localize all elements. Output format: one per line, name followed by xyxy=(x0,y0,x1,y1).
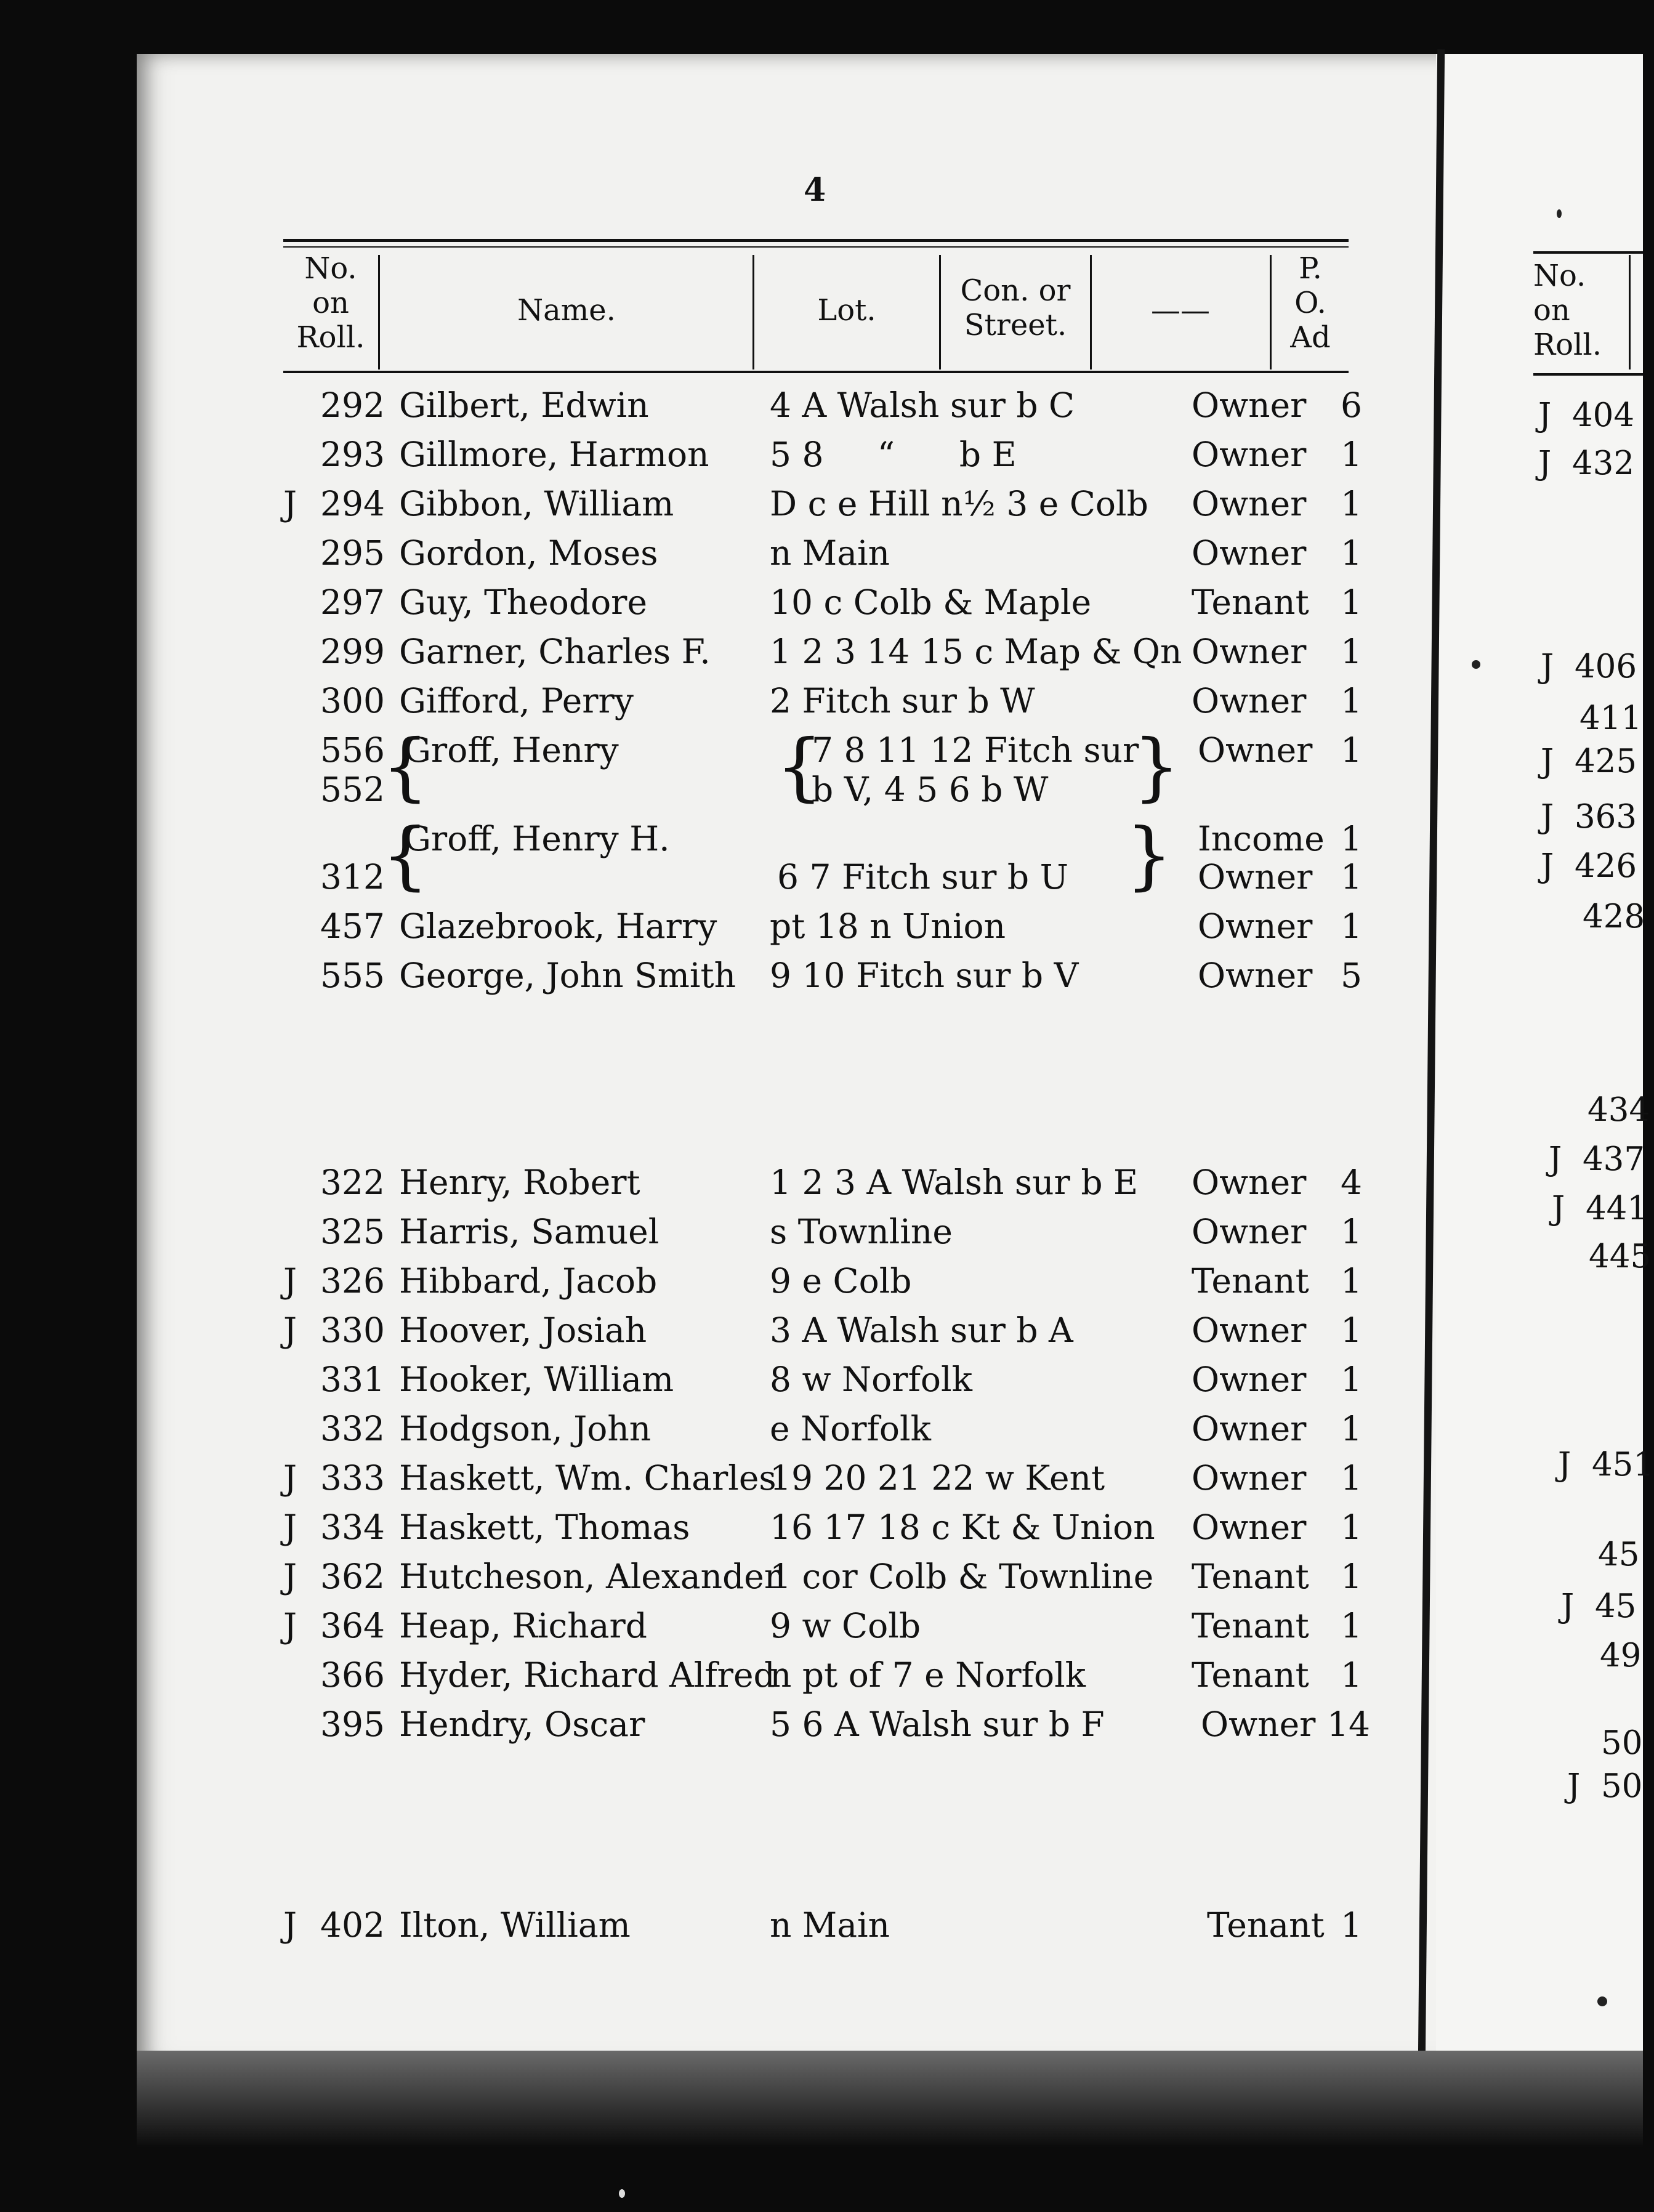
entry-name: Hoover, Josiah xyxy=(399,1310,647,1350)
entry-po: 1 xyxy=(1341,533,1362,573)
roll-number: 366 xyxy=(320,1655,385,1695)
next-page-roll: 45 xyxy=(1598,1536,1640,1573)
next-page-roll: J 45 xyxy=(1561,1588,1637,1625)
next-page-roll: J 404 xyxy=(1538,397,1635,434)
entry-status: Owner xyxy=(1198,906,1313,946)
entry-status: Owner xyxy=(1192,1212,1307,1251)
entry-name: Gifford, Perry xyxy=(399,681,634,721)
entry-name: George, John Smith xyxy=(399,956,736,995)
scan-speck xyxy=(1597,1996,1607,2006)
roll-number: 293 xyxy=(320,435,385,474)
scan-speck xyxy=(619,2189,625,2198)
entry-name: Hyder, Richard Alfred xyxy=(399,1655,775,1695)
entry-po: 1 xyxy=(1341,1905,1362,1945)
entry-lot: 9 w Colb xyxy=(770,1606,921,1645)
roll-number: 402 xyxy=(320,1905,385,1945)
entry-status: Tenant xyxy=(1192,1261,1309,1301)
entry-name: Ilton, William xyxy=(399,1905,631,1945)
right-brace-icon: } xyxy=(1133,724,1180,810)
entry-name: Hooker, William xyxy=(399,1360,674,1399)
entry-status: Owner xyxy=(1198,857,1313,897)
entry-po: 1 xyxy=(1341,435,1362,474)
next-page-header xyxy=(1533,259,1607,362)
entry-status: Owner xyxy=(1192,435,1307,474)
header-no: No. xyxy=(304,251,357,286)
entry-po: 1 xyxy=(1341,1310,1362,1350)
table-row-braced xyxy=(0,813,1416,905)
entry-po: 1 xyxy=(1341,857,1362,897)
header-o: O. xyxy=(1294,286,1326,320)
next-page-header-rule xyxy=(1533,373,1643,376)
entry-lot: pt 18 n Union xyxy=(770,906,1006,946)
entry-lot: 5 8 “ b E xyxy=(770,435,1017,474)
entry-lot: 2 Fitch sur b W xyxy=(770,681,1035,721)
header-on: on xyxy=(312,286,349,320)
roll-number: 364 xyxy=(320,1606,385,1645)
roll-number: 332 xyxy=(320,1409,385,1448)
entry-name: Harris, Samuel xyxy=(399,1212,660,1251)
entry-status: Owner xyxy=(1192,681,1307,721)
entry-lot: 5 6 A Walsh sur b F xyxy=(770,1705,1105,1744)
entry-po: 1 xyxy=(1341,583,1362,622)
entry-status: Owner xyxy=(1201,1705,1316,1744)
entry-po: 1 xyxy=(1341,1508,1362,1547)
header-po-address xyxy=(1272,251,1349,355)
entry-lot: 6 7 Fitch sur b U xyxy=(777,857,1068,897)
column-divider xyxy=(1270,255,1272,369)
roll-number: 555 xyxy=(320,956,385,995)
roll-number: 331 xyxy=(320,1360,385,1399)
entry-status: Owner xyxy=(1192,484,1307,523)
next-page-roll: J 50 xyxy=(1567,1767,1643,1805)
header-ad: Ad xyxy=(1290,320,1331,355)
entry-status: Tenant xyxy=(1192,1655,1309,1695)
scan-shadow xyxy=(137,2051,1643,2212)
roll-number: 322 xyxy=(320,1163,385,1202)
juror-mark: J xyxy=(283,1310,297,1350)
roll-number: 292 xyxy=(320,385,385,425)
next-page-roll: J 437 xyxy=(1549,1140,1645,1178)
juror-mark: J xyxy=(283,1557,297,1596)
entry-lot: 1 2 3 A Walsh sur b E xyxy=(770,1163,1139,1202)
next-page-roll: 428 xyxy=(1583,898,1645,935)
roll-number: 325 xyxy=(320,1212,385,1251)
entry-name: Guy, Theodore xyxy=(399,583,648,622)
roll-number: 326 xyxy=(320,1261,385,1301)
juror-mark: J xyxy=(283,1606,297,1645)
entry-lot: 7 8 11 12 Fitch sur xyxy=(812,730,1139,770)
next-page-roll: J 426 xyxy=(1541,847,1637,885)
entry-po: 4 xyxy=(1341,1163,1362,1202)
header-roll: Roll. xyxy=(296,320,365,355)
entry-po: 1 xyxy=(1341,1606,1362,1645)
entry-po: 1 xyxy=(1341,1360,1362,1399)
entry-po: 5 xyxy=(1341,956,1362,995)
column-divider xyxy=(752,255,754,369)
entry-lot: 1 cor Colb & Townline xyxy=(770,1557,1154,1596)
juror-mark: J xyxy=(283,1261,297,1301)
next-page-roll: J 451 xyxy=(1558,1446,1654,1483)
scan-speck xyxy=(1472,660,1480,669)
next-page-roll: 49 xyxy=(1600,1637,1642,1674)
entry-name: Heap, Richard xyxy=(399,1606,647,1645)
header-street: Street. xyxy=(964,308,1067,342)
entry-lot: b V, 4 5 6 b W xyxy=(812,770,1049,809)
header-con-street xyxy=(942,273,1089,342)
roll-number: 299 xyxy=(320,632,385,671)
entry-lot: D c e Hill n½ 3 e Colb xyxy=(770,484,1148,523)
column-divider xyxy=(378,255,380,369)
entry-po: 1 xyxy=(1341,681,1362,721)
entry-lot: 1 2 3 14 15 c Map & Qn xyxy=(770,632,1182,671)
next-page-roll: 411 xyxy=(1579,700,1642,737)
paper-sheet xyxy=(137,54,1643,2105)
entry-po: 6 xyxy=(1341,385,1362,425)
entry-status: Owner xyxy=(1192,1163,1307,1202)
juror-mark: J xyxy=(283,1508,297,1547)
roll-number: 362 xyxy=(320,1557,385,1596)
roll-number: 395 xyxy=(320,1705,385,1744)
entry-lot: 9 e Colb xyxy=(770,1261,912,1301)
next-page-roll: J 441 xyxy=(1552,1190,1648,1227)
entry-status: Tenant xyxy=(1192,1557,1309,1596)
entry-po: 1 xyxy=(1341,1409,1362,1448)
entry-lot: 9 10 Fitch sur b V xyxy=(770,956,1079,995)
header-bottom-rule xyxy=(283,371,1349,373)
roll-number: 334 xyxy=(320,1508,385,1547)
entry-lot: 8 w Norfolk xyxy=(770,1360,972,1399)
entry-name: Hodgson, John xyxy=(399,1409,652,1448)
roll-number: 295 xyxy=(320,533,385,573)
roll-number: 312 xyxy=(320,857,385,897)
header-no-on-roll xyxy=(284,251,377,355)
next-page-roll: 445 xyxy=(1589,1238,1652,1275)
roll-number: 556 xyxy=(320,730,385,770)
next-header-on: on xyxy=(1533,293,1570,328)
entry-status: Owner xyxy=(1192,1458,1307,1498)
header-con-or: Con. or xyxy=(960,273,1071,308)
roll-number: 330 xyxy=(320,1310,385,1350)
entry-name: Henry, Robert xyxy=(399,1163,640,1202)
entry-name: Haskett, Thomas xyxy=(399,1508,690,1547)
entry-po: 14 xyxy=(1327,1705,1370,1744)
entry-name: Gillmore, Harmon xyxy=(399,435,709,474)
left-brace-icon: { xyxy=(776,724,823,810)
roll-number: 294 xyxy=(320,484,385,523)
entry-lot: n pt of 7 e Norfolk xyxy=(770,1655,1086,1695)
roll-number: 333 xyxy=(320,1458,385,1498)
table-row-braced xyxy=(0,724,1416,817)
next-page-roll: J 406 xyxy=(1541,648,1637,685)
roll-number: 300 xyxy=(320,681,385,721)
entry-status: Tenant xyxy=(1207,1905,1325,1945)
entry-name: Hutcheson, Alexander xyxy=(399,1557,781,1596)
entry-po: 1 xyxy=(1341,1261,1362,1301)
entry-status: Owner xyxy=(1192,1508,1307,1547)
entry-name: Garner, Charles F. xyxy=(399,632,711,671)
entry-name: Gilbert, Edwin xyxy=(399,385,649,425)
scan-speck xyxy=(1557,209,1562,218)
page-number: 4 xyxy=(804,171,826,209)
entry-status: Owner xyxy=(1192,385,1307,425)
right-brace-icon: } xyxy=(1126,813,1173,898)
left-brace-icon: { xyxy=(382,724,429,810)
header-top-rule-thin xyxy=(283,246,1349,248)
juror-mark: J xyxy=(283,484,297,523)
entry-lot: n Main xyxy=(770,1905,890,1945)
entry-status: Tenant xyxy=(1192,1606,1309,1645)
entry-name: Gordon, Moses xyxy=(399,533,658,573)
entry-lot: 10 c Colb & Maple xyxy=(770,583,1092,622)
next-page-roll: J 425 xyxy=(1541,743,1637,780)
next-header-no: No. xyxy=(1533,259,1586,293)
next-header-roll: Roll. xyxy=(1533,328,1602,362)
header-name: Name. xyxy=(517,293,616,328)
entry-lot: 19 20 21 22 w Kent xyxy=(770,1458,1105,1498)
entry-po: 1 xyxy=(1341,632,1362,671)
entry-name: Glazebrook, Harry xyxy=(399,906,717,946)
entry-status: Tenant xyxy=(1192,583,1309,622)
juror-mark: J xyxy=(283,1905,297,1945)
header-p: P. xyxy=(1299,251,1322,286)
entry-name: Hibbard, Jacob xyxy=(399,1261,658,1301)
column-divider xyxy=(1090,255,1092,369)
entry-name: Groff, Henry H. xyxy=(404,819,670,858)
entry-lot: n Main xyxy=(770,533,890,573)
next-page-roll: 50 xyxy=(1601,1724,1643,1762)
entry-po: 1 xyxy=(1341,730,1362,770)
entry-name: Hendry, Oscar xyxy=(399,1705,645,1744)
entry-status: Owner xyxy=(1198,730,1313,770)
entry-po: 1 xyxy=(1341,906,1362,946)
entry-lot: 16 17 18 c Kt & Union xyxy=(770,1508,1155,1547)
roll-number: 297 xyxy=(320,583,385,622)
entry-po: 1 xyxy=(1341,1458,1362,1498)
entry-status: Owner xyxy=(1192,533,1307,573)
header-top-rule xyxy=(283,239,1349,242)
entry-po: 1 xyxy=(1341,819,1362,858)
entry-lot: 3 A Walsh sur b A xyxy=(770,1310,1073,1350)
entry-status: Owner xyxy=(1192,632,1307,671)
next-page-column-divider xyxy=(1629,255,1631,369)
entry-name: Groff, Henry xyxy=(404,730,619,770)
header-blank-dash: —— xyxy=(1151,293,1210,328)
entry-lot: 4 A Walsh sur b C xyxy=(770,385,1075,425)
left-brace-icon: { xyxy=(382,813,429,898)
entry-po: 1 xyxy=(1341,1655,1362,1695)
juror-mark: J xyxy=(283,1458,297,1498)
next-page-roll: 434 xyxy=(1587,1091,1650,1129)
entry-name: Haskett, Wm. Charles xyxy=(399,1458,777,1498)
entry-status: Owner xyxy=(1192,1310,1307,1350)
entry-po: 1 xyxy=(1341,1557,1362,1596)
entry-po: 1 xyxy=(1341,484,1362,523)
next-page-header-rule xyxy=(1533,251,1643,254)
entry-status: Owner xyxy=(1192,1409,1307,1448)
entry-name: Gibbon, William xyxy=(399,484,674,523)
entry-po: 1 xyxy=(1341,1212,1362,1251)
entry-status: Owner xyxy=(1198,956,1313,995)
entry-status: Income xyxy=(1198,819,1325,858)
next-page-roll: J 432 xyxy=(1538,445,1635,482)
entry-status: Owner xyxy=(1192,1360,1307,1399)
header-lot: Lot. xyxy=(817,293,876,328)
entry-lot: s Townline xyxy=(770,1212,953,1251)
column-divider xyxy=(939,255,941,369)
entry-lot: e Norfolk xyxy=(770,1409,931,1448)
next-page-roll: J 363 xyxy=(1541,798,1637,836)
roll-number: 552 xyxy=(320,770,385,809)
roll-number: 457 xyxy=(320,906,385,946)
